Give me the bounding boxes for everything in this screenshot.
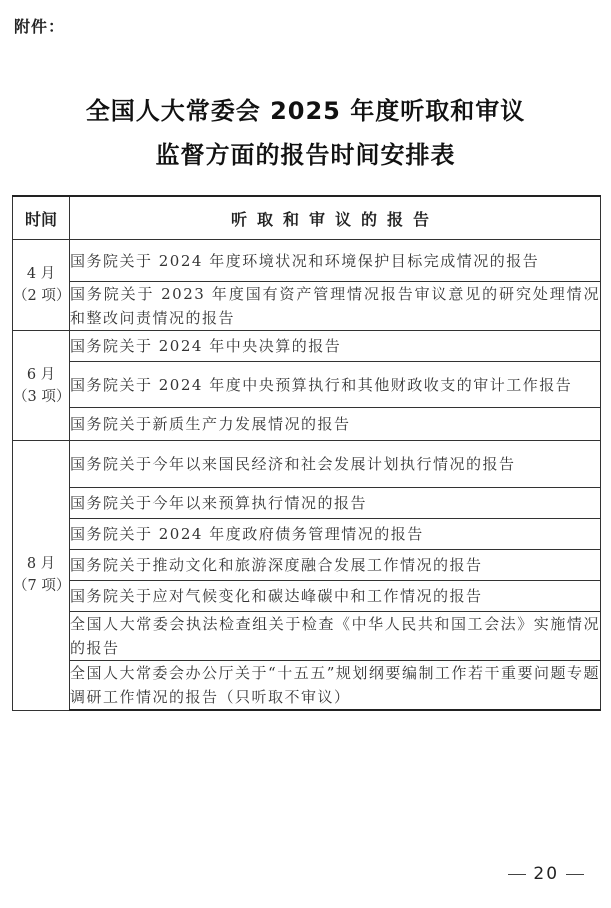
month-label: 4 月 — [26, 266, 56, 282]
table-header-row — [13, 196, 601, 240]
page-title-line2: 监督方面的报告时间安排表 — [155, 141, 456, 169]
report-cell: 国务院关于 2024 年度中央预算执行和其他财政收支的审计工作报告 — [70, 362, 601, 408]
month-cell-june — [13, 331, 70, 441]
table-row — [13, 550, 601, 581]
report-cell: 国务院关于今年以来预算执行情况的报告 — [70, 488, 601, 519]
page-title-line1: 全国人大常委会 2025 年度听取和审议 — [85, 97, 526, 125]
table-row — [13, 408, 601, 441]
dash-right — [566, 874, 584, 875]
table-row — [13, 441, 601, 488]
table-row — [13, 488, 601, 519]
page-number — [508, 864, 584, 884]
month-count: （3 项） — [13, 388, 71, 405]
table-row — [13, 612, 601, 661]
month-label: 6 月 — [26, 366, 56, 383]
table-row — [13, 331, 601, 362]
schedule-table — [12, 195, 601, 711]
page-number-value: 20 — [533, 864, 560, 884]
report-cell: 国务院关于 2024 年度政府债务管理情况的报告 — [70, 519, 601, 550]
report-cell: 国务院关于 2024 年度环境状况和环境保护目标完成情况的报告 — [70, 240, 601, 282]
table-row — [13, 581, 601, 612]
header-report: 听取和审议的报告 — [70, 196, 601, 240]
month-cell-april — [13, 240, 70, 331]
attachment-label: 附件： — [14, 17, 66, 36]
table-row — [13, 519, 601, 550]
month-label: 8 月 — [26, 556, 56, 573]
report-cell: 国务院关于 2023 年度国有资产管理情况报告审议意见的研究处理情况和整改问责情况的报告 — [70, 282, 601, 331]
month-count: （7 项） — [13, 578, 71, 595]
dash-left — [508, 874, 526, 875]
table-row — [13, 240, 601, 282]
table-row — [13, 282, 601, 331]
header-time: 时间 — [13, 196, 70, 240]
report-cell: 国务院关于今年以来国民经济和社会发展计划执行情况的报告 — [70, 441, 601, 488]
report-cell: 国务院关于应对气候变化和碳达峰碳中和工作情况的报告 — [70, 581, 601, 612]
month-count: （2 项） — [13, 288, 71, 304]
table-row — [13, 362, 601, 408]
month-cell-august — [13, 441, 70, 711]
report-cell: 国务院关于新质生产力发展情况的报告 — [70, 408, 601, 441]
report-cell: 国务院关于 2024 年中央决算的报告 — [70, 331, 601, 362]
table-row — [13, 661, 601, 711]
report-cell: 全国人大常委会办公厅关于“十五五”规划纲要编制工作若干重要问题专题调研工作情况的报告（只听取不审议） — [70, 661, 601, 711]
report-cell: 全国人大常委会执法检查组关于检查《中华人民共和国工会法》实施情况的报告 — [70, 612, 601, 661]
report-cell: 国务院关于推动文化和旅游深度融合发展工作情况的报告 — [70, 550, 601, 581]
